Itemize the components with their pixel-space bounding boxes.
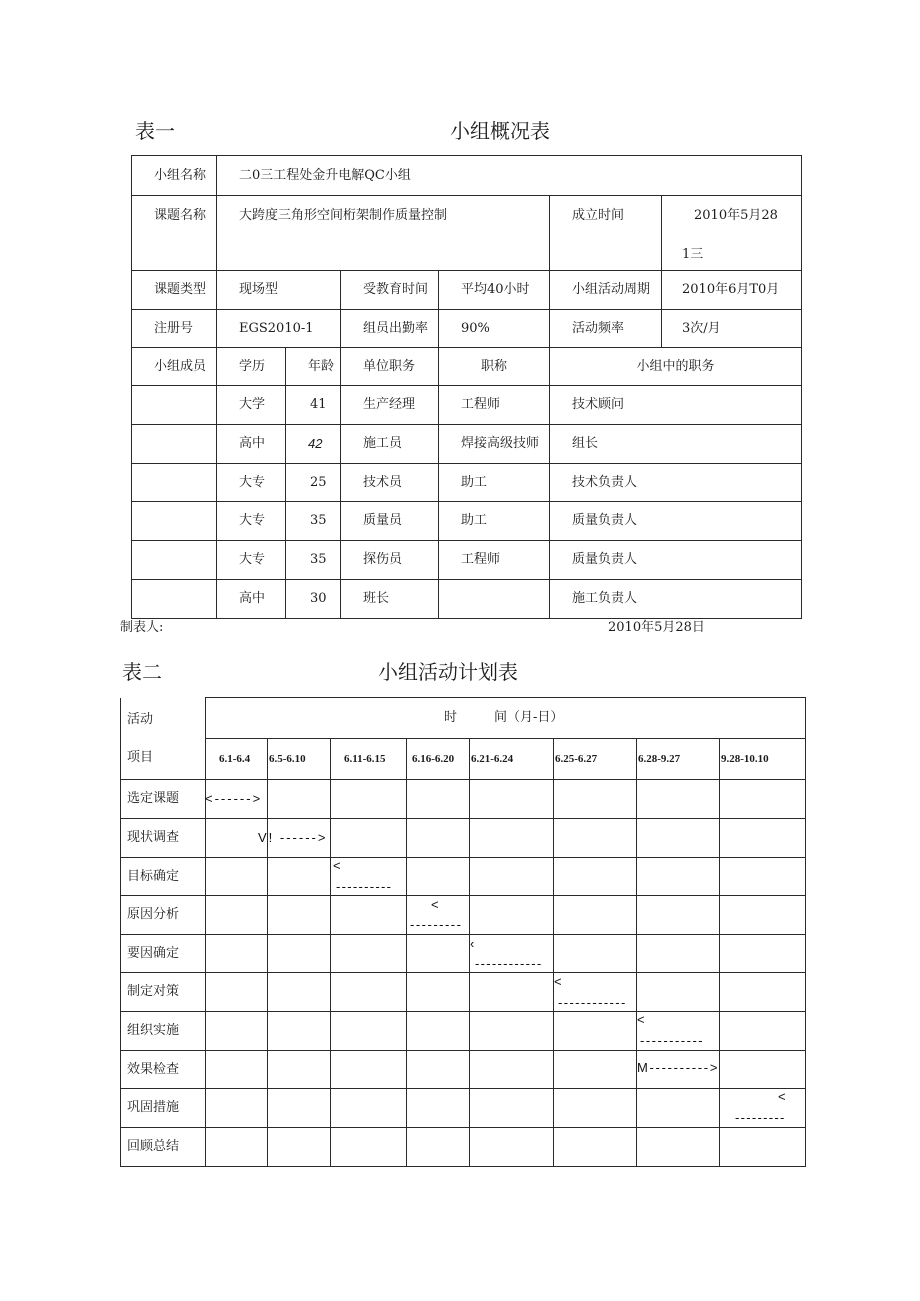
member-age: 25 [286, 464, 341, 502]
schedule-cell [331, 1012, 407, 1051]
table-row [132, 310, 802, 348]
member-row-blank [132, 464, 217, 502]
schedule-arrow-head-consolidate: < [778, 1089, 786, 1104]
founded-date-line2: 1三 [682, 247, 704, 262]
member-education: 大专 [217, 502, 286, 541]
schedule-cell [407, 780, 470, 819]
schedule-dash-key-cause: ------------ [475, 956, 543, 971]
schedule-cell [268, 896, 331, 935]
member-age: 35 [286, 502, 341, 541]
member-age: 42 [286, 425, 341, 464]
schedule-cell [331, 819, 407, 858]
table-row [132, 196, 802, 271]
time-header [206, 698, 806, 739]
activity-name: 组织实施 [121, 1012, 206, 1051]
date-header: 6.25-6.27 [554, 739, 637, 780]
registration-value: EGS2010-1 [217, 310, 341, 348]
activity-row [121, 896, 806, 935]
schedule-cell [407, 1128, 470, 1167]
schedule-cell [720, 819, 806, 858]
schedule-cell [407, 1012, 470, 1051]
schedule-cell [554, 896, 637, 935]
schedule-cell [720, 973, 806, 1012]
member-row-blank [132, 502, 217, 541]
column-header-title: 职称 [439, 348, 550, 386]
member-group-role: 质量负责人 [550, 541, 802, 580]
schedule-cell [470, 1089, 554, 1128]
date-header-row [121, 739, 806, 780]
member-row [132, 541, 802, 580]
member-position: 施工员 [341, 425, 439, 464]
activity-row [121, 935, 806, 973]
member-group-role: 技术负责人 [550, 464, 802, 502]
activity-item-header [121, 698, 206, 780]
activity-name: 原因分析 [121, 896, 206, 935]
schedule-cell [554, 1128, 637, 1167]
member-row [132, 386, 802, 425]
schedule-arrow-head-goal: < [333, 858, 341, 873]
schedule-cell [206, 1012, 268, 1051]
founded-date-line1: 2010年5月28 [694, 208, 778, 223]
type-label: 课题类型 [132, 271, 217, 310]
activity-row [121, 858, 806, 896]
schedule-cell [470, 973, 554, 1012]
schedule-cell [331, 896, 407, 935]
schedule-cell [637, 973, 720, 1012]
column-header-position: 单位职务 [341, 348, 439, 386]
schedule-arrow-head-cause: < [431, 897, 439, 912]
schedule-cell [268, 935, 331, 973]
prepared-date: 2010年5月28日 [608, 620, 705, 635]
schedule-cell [554, 935, 637, 973]
member-row-blank [132, 541, 217, 580]
schedule-arrow-head-implement: < [637, 1012, 645, 1027]
schedule-cell [268, 1089, 331, 1128]
schedule-cell [206, 1128, 268, 1167]
schedule-cell [470, 1128, 554, 1167]
member-position: 探伤员 [341, 541, 439, 580]
schedule-cell [206, 896, 268, 935]
member-group-role: 技术顾问 [550, 386, 802, 425]
prepared-by-label: 制表人: [120, 620, 164, 635]
schedule-cell [637, 780, 720, 819]
member-group-role: 施工负责人 [550, 580, 802, 619]
member-row-blank [132, 580, 217, 619]
date-header: 6.16-6.20 [407, 739, 470, 780]
schedule-dash-goal: ---------- [336, 879, 393, 894]
member-row-blank [132, 425, 217, 464]
schedule-cell [206, 1089, 268, 1128]
member-education: 高中 [217, 580, 286, 619]
attendance-value: 90% [439, 310, 550, 348]
schedule-cell [268, 1051, 331, 1089]
activity-name: 制定对策 [121, 973, 206, 1012]
schedule-arrow-select-topic: <------> [205, 791, 263, 806]
member-education: 大学 [217, 386, 286, 425]
schedule-cell [554, 1089, 637, 1128]
item-header-label: 项目 [127, 749, 154, 765]
schedule-cell [720, 896, 806, 935]
schedule-arrow-effect-check: M----------> [637, 1060, 720, 1075]
schedule-cell [637, 1128, 720, 1167]
member-title [439, 580, 550, 619]
activity-period-label: 小组活动周期 [550, 271, 662, 310]
member-group-role: 质量负责人 [550, 502, 802, 541]
column-header-age: 年龄 [286, 348, 341, 386]
schedule-cell [206, 935, 268, 973]
member-education: 大专 [217, 464, 286, 502]
column-header-group-role: 小组中的职务 [550, 348, 802, 386]
member-position: 班长 [341, 580, 439, 619]
table2-title: 小组活动计划表 [378, 660, 518, 684]
member-row-blank [132, 386, 217, 425]
schedule-cell [637, 896, 720, 935]
schedule-cell [470, 1051, 554, 1089]
schedule-cell [331, 1128, 407, 1167]
schedule-cell [554, 858, 637, 896]
schedule-cell [554, 819, 637, 858]
schedule-cell [720, 858, 806, 896]
activity-name: 回顾总结 [121, 1128, 206, 1167]
activity-plan-table [120, 697, 806, 1167]
time-header-part2: 间（月-日） [494, 710, 564, 725]
activity-header-label: 活动 [127, 711, 154, 727]
member-row [132, 502, 802, 541]
member-position: 质量员 [341, 502, 439, 541]
schedule-cell [206, 858, 268, 896]
group-overview-table [131, 155, 802, 619]
schedule-cell [470, 896, 554, 935]
schedule-cell [331, 1089, 407, 1128]
schedule-cell [637, 1089, 720, 1128]
schedule-cell [637, 819, 720, 858]
activity-row [121, 1089, 806, 1128]
member-title: 助工 [439, 502, 550, 541]
activity-name: 目标确定 [121, 858, 206, 896]
attendance-label: 组员出勤率 [341, 310, 439, 348]
schedule-cell [407, 819, 470, 858]
schedule-cell [331, 780, 407, 819]
activity-row [121, 973, 806, 1012]
schedule-cell [206, 1051, 268, 1089]
schedule-cell [407, 1089, 470, 1128]
frequency-value: 3次/月 [662, 310, 802, 348]
member-title: 助工 [439, 464, 550, 502]
schedule-cell [554, 1051, 637, 1089]
activity-row [121, 1128, 806, 1167]
member-position: 技术员 [341, 464, 439, 502]
date-header: 6.5-6.10 [268, 739, 331, 780]
table-row [132, 156, 802, 196]
time-header-part1: 时 [444, 710, 458, 725]
topic-value: 大跨度三角形空间桁架制作质量控制 [217, 196, 550, 271]
table1-label: 表一 [135, 119, 175, 143]
member-title: 焊接高级技师 [439, 425, 550, 464]
schedule-cell [637, 935, 720, 973]
schedule-dash-implement: ----------- [640, 1033, 705, 1048]
activity-name: 要因确定 [121, 935, 206, 973]
date-header: 6.1-6.4 [206, 739, 268, 780]
schedule-arrow-head-countermeasure: < [554, 974, 562, 989]
table2-label: 表二 [122, 660, 162, 684]
schedule-cell [720, 1051, 806, 1089]
schedule-cell [268, 1012, 331, 1051]
schedule-cell [554, 780, 637, 819]
date-header: 9.28-10.10 [720, 739, 806, 780]
schedule-cell [268, 780, 331, 819]
date-header: 6.28-9.27 [637, 739, 720, 780]
founded-label: 成立时间 [550, 196, 662, 271]
schedule-cell [470, 780, 554, 819]
schedule-cell [470, 1012, 554, 1051]
member-title: 工程师 [439, 386, 550, 425]
schedule-cell [268, 858, 331, 896]
member-group-role: 组长 [550, 425, 802, 464]
schedule-cell [554, 1012, 637, 1051]
schedule-cell [470, 819, 554, 858]
schedule-cell [268, 973, 331, 1012]
date-header: 6.11-6.15 [331, 739, 407, 780]
members-label: 小组成员 [132, 348, 217, 386]
member-row [132, 425, 802, 464]
schedule-cell [407, 935, 470, 973]
member-position: 生产经理 [341, 386, 439, 425]
registration-label: 注册号 [132, 310, 217, 348]
schedule-cell [331, 973, 407, 1012]
member-row [132, 580, 802, 619]
schedule-dash-cause: --------- [410, 917, 463, 932]
schedule-cell [470, 858, 554, 896]
schedule-cell [331, 935, 407, 973]
schedule-cell [720, 1012, 806, 1051]
schedule-cell [720, 935, 806, 973]
activity-period-value: 2010年6月T0月 [662, 271, 802, 310]
schedule-cell [407, 858, 470, 896]
schedule-dash-countermeasure: ------------ [558, 995, 627, 1010]
member-row [132, 464, 802, 502]
schedule-cell [637, 858, 720, 896]
table-row [132, 348, 802, 386]
activity-name: 现状调查 [121, 819, 206, 858]
activity-row [121, 819, 806, 858]
member-title: 工程师 [439, 541, 550, 580]
schedule-cell [331, 1051, 407, 1089]
type-value: 现场型 [217, 271, 341, 310]
column-header-education: 学历 [217, 348, 286, 386]
activity-name: 效果检查 [121, 1051, 206, 1089]
activity-name: 选定课题 [121, 780, 206, 819]
member-age: 41 [286, 386, 341, 425]
group-name-label: 小组名称 [132, 156, 217, 196]
education-time-label: 受教育时间 [341, 271, 439, 310]
activity-name: 巩固措施 [121, 1089, 206, 1128]
topic-label: 课题名称 [132, 196, 217, 271]
schedule-cell [407, 1051, 470, 1089]
member-age: 35 [286, 541, 341, 580]
table-row [132, 271, 802, 310]
schedule-dash-consolidate: --------- [735, 1110, 786, 1125]
table-row [121, 698, 806, 739]
schedule-arrow-status-survey: V! ------> [258, 830, 328, 845]
table1-title: 小组概况表 [450, 119, 550, 143]
member-education: 大专 [217, 541, 286, 580]
frequency-label: 活动频率 [550, 310, 662, 348]
schedule-cell [407, 973, 470, 1012]
schedule-cell [206, 973, 268, 1012]
schedule-cell [720, 1128, 806, 1167]
group-name-value: 二0三工程处金升电解QC小组 [217, 156, 802, 196]
founded-value [662, 196, 802, 271]
schedule-cell [720, 780, 806, 819]
schedule-cell [268, 1128, 331, 1167]
date-header: 6.21-6.24 [470, 739, 554, 780]
member-age: 30 [286, 580, 341, 619]
member-education: 高中 [217, 425, 286, 464]
schedule-arrow-head-key-cause: ‹ [470, 936, 475, 951]
education-time-value: 平均40小时 [439, 271, 550, 310]
